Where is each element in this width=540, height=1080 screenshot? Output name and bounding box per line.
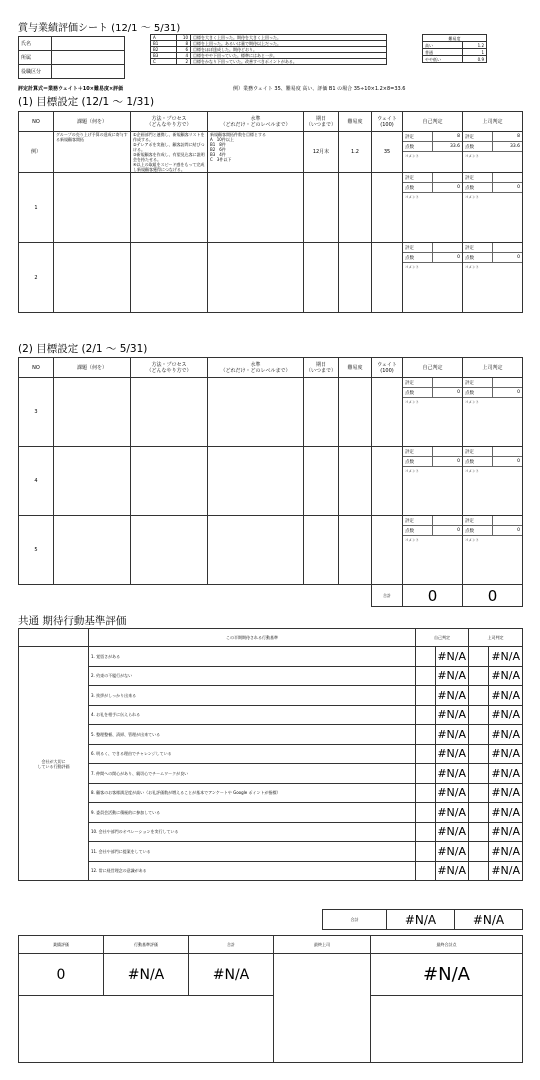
- department-field[interactable]: [52, 51, 125, 65]
- row-no: 5: [19, 516, 54, 585]
- boss-select[interactable]: [469, 666, 489, 686]
- boss-grade-value[interactable]: 8: [492, 132, 522, 142]
- boss-select[interactable]: [469, 705, 489, 725]
- difficulty-value: 1.2: [463, 42, 487, 49]
- col-standard: 水準 （どれだけ・どのレベルまで）: [208, 112, 304, 132]
- col-due: 期日 （いつまで）: [304, 112, 339, 132]
- row-no: 2: [19, 243, 54, 313]
- weight-input[interactable]: [372, 516, 403, 585]
- goal-row: [19, 447, 523, 516]
- summary-header: 業績評価: [19, 936, 104, 954]
- summary-final-total: #N/A: [371, 954, 523, 996]
- summary-comment-right[interactable]: [371, 996, 523, 1063]
- weight-input[interactable]: [372, 447, 403, 516]
- points-label: 点数: [403, 388, 432, 398]
- difficulty-label: 普通: [423, 49, 463, 56]
- boss-select[interactable]: [469, 647, 489, 667]
- boss-points-value: 0: [492, 253, 522, 263]
- self-eval-cell: [403, 447, 463, 516]
- sheet-title: 賞与業績評価シート (12/1 ～ 5/31): [18, 23, 181, 34]
- goal-row: [19, 173, 523, 243]
- self-points-value: 0: [432, 388, 462, 398]
- row-standard: 新規顧客開拓件数を目標とする A 10件以上 B1 8件 B2 6件 B3 4件 C 3件以下: [208, 132, 304, 173]
- comment-label: コメント: [465, 265, 479, 269]
- role-field[interactable]: [52, 65, 125, 79]
- section2-heading: (2) 目標設定 (2/1 ～ 5/31): [18, 343, 148, 355]
- legend-score: 10: [177, 35, 191, 41]
- difficulty-input[interactable]: [339, 378, 372, 447]
- self-score: #N/A: [436, 822, 469, 842]
- boss-select[interactable]: [469, 744, 489, 764]
- boss-score: #N/A: [489, 783, 523, 803]
- legend-score: 6: [177, 47, 191, 53]
- behavior-header-boss: 上司判定: [469, 629, 523, 647]
- row-no: 4: [19, 447, 54, 516]
- difficulty-input[interactable]: [339, 447, 372, 516]
- difficulty-input[interactable]: [339, 516, 372, 585]
- section1-heading: (1) 目標設定 (12/1 ～ 1/31): [18, 96, 155, 108]
- points-label: 点数: [403, 183, 432, 193]
- grade-label: 評定: [403, 132, 432, 142]
- legend-desc: 目標を上回った。あるいは量で期待以上だった。: [191, 41, 387, 47]
- goal-total-boss: 0: [463, 585, 523, 607]
- due-input[interactable]: [304, 378, 339, 447]
- boss-score: #N/A: [489, 803, 523, 823]
- self-select[interactable]: [416, 803, 436, 823]
- col-boss: 上司判定: [463, 358, 523, 378]
- self-grade-input[interactable]: [432, 516, 462, 526]
- col-weight: ウェイト (100): [372, 358, 403, 378]
- boss-grade-input[interactable]: [492, 378, 522, 388]
- points-label: 点数: [403, 142, 432, 152]
- boss-score: #N/A: [489, 822, 523, 842]
- col-boss: 上司判定: [463, 112, 523, 132]
- col-method: 方法・プロセス （どんなやり方で）: [131, 112, 208, 132]
- grade-label: 評定: [463, 378, 492, 388]
- behavior-item-label: 7. 仲間への関心があり、親切心でチームワークが良い: [89, 764, 416, 784]
- col-difficulty: 難易度: [339, 358, 372, 378]
- self-score: #N/A: [436, 842, 469, 862]
- boss-score: #N/A: [489, 861, 523, 881]
- legend-desc: 目標を大きく上回った。期待を大きく上回った。: [191, 35, 387, 41]
- legend-grade: C: [151, 59, 177, 65]
- self-points-value: 0: [432, 457, 462, 467]
- points-label: 点数: [463, 253, 492, 263]
- grade-label: 評定: [403, 173, 432, 183]
- self-grade-input[interactable]: [432, 243, 462, 253]
- behavior-item-label: 3. 挨拶がしっかり出来る: [89, 686, 416, 706]
- theme-input[interactable]: [54, 378, 131, 447]
- name-label: 氏名: [19, 37, 52, 51]
- standard-input[interactable]: [208, 173, 304, 243]
- self-grade-input[interactable]: [432, 173, 462, 183]
- grade-label: 評定: [463, 447, 492, 457]
- self-eval-cell: [403, 132, 463, 173]
- row-theme: グループの売り上げ予算の達成に寄与する新規顧客開拓: [54, 132, 131, 173]
- boss-eval-cell: [463, 447, 523, 516]
- legend-score: 8: [177, 41, 191, 47]
- boss-grade-input[interactable]: [492, 516, 522, 526]
- difficulty-header: 難易度: [423, 35, 487, 42]
- comment-label: コメント: [405, 538, 419, 542]
- grade-label: 評定: [403, 243, 432, 253]
- summary-header: 最終合計点: [371, 936, 523, 954]
- self-points-value: 0: [432, 526, 462, 536]
- behavior-item-label: 8. 顧客のお客様満足度が高い（お礼評価数が増えることが基本でアンケートや Google ポイントが指標）: [89, 783, 416, 803]
- theme-input[interactable]: [54, 243, 131, 313]
- behavior-item-label: 9. 委員会活動に積極的に参加している: [89, 803, 416, 823]
- name-field[interactable]: [52, 37, 125, 51]
- final-boss-field[interactable]: [274, 954, 371, 1063]
- difficulty-value: 1: [463, 49, 487, 56]
- self-eval-cell: [403, 173, 463, 243]
- goal-total-label: 合計: [372, 585, 403, 607]
- weight-input[interactable]: [372, 243, 403, 313]
- boss-grade-input[interactable]: [492, 447, 522, 457]
- grade-label: 評定: [403, 378, 432, 388]
- boss-select[interactable]: [469, 686, 489, 706]
- difficulty-label: 高い: [423, 42, 463, 49]
- boss-points-value: 0: [492, 388, 522, 398]
- points-label: 点数: [403, 253, 432, 263]
- method-input[interactable]: [131, 378, 208, 447]
- behavior-total-boss: #N/A: [455, 910, 523, 930]
- points-label: 点数: [403, 526, 432, 536]
- legend-desc: 目標をかなり下回っていた。改善すべきポイントがある。: [191, 59, 387, 65]
- self-select[interactable]: [416, 666, 436, 686]
- standard-input[interactable]: [208, 516, 304, 585]
- boss-select[interactable]: [469, 842, 489, 862]
- row-difficulty: 1.2: [339, 132, 372, 173]
- self-score: #N/A: [436, 861, 469, 881]
- goal-table-1: [18, 111, 523, 313]
- boss-score: #N/A: [489, 842, 523, 862]
- row-weight: 35: [372, 132, 403, 173]
- self-score: #N/A: [436, 803, 469, 823]
- behavior-table: [18, 628, 523, 881]
- boss-select[interactable]: [469, 803, 489, 823]
- boss-select[interactable]: [469, 861, 489, 881]
- self-score: #N/A: [436, 725, 469, 745]
- summary-behavior: #N/A: [104, 954, 189, 996]
- boss-points-value: 0: [492, 183, 522, 193]
- behavior-header-items: この半期期待される行動基準: [89, 629, 416, 647]
- due-input[interactable]: [304, 516, 339, 585]
- goal-row: [19, 243, 523, 313]
- points-label: 点数: [463, 526, 492, 536]
- self-grade-input[interactable]: [432, 378, 462, 388]
- self-score: #N/A: [436, 705, 469, 725]
- behavior-item-label: 12. 常に経営理念の意識がある: [89, 861, 416, 881]
- col-weight: ウェイト (100): [372, 112, 403, 132]
- self-score: #N/A: [436, 647, 469, 667]
- legend-grade: B1: [151, 41, 177, 47]
- difficulty-table: [422, 34, 487, 63]
- col-method: 方法・プロセス （どんなやり方で）: [131, 358, 208, 378]
- row-method: ①企画部門と連携し、新規顧客リストを作成する。 ②テレアポを実施し、顧客訪問に結びつける。 ③新規顧客を作成し、有望見込客に説明会を持たせる。 ④以上の取組をスピード感をもって完成し新規顧客獲得につなげる。: [131, 132, 208, 173]
- boss-score: #N/A: [489, 764, 523, 784]
- self-select[interactable]: [416, 842, 436, 862]
- boss-select[interactable]: [469, 783, 489, 803]
- behavior-total: [322, 909, 523, 930]
- self-select[interactable]: [416, 725, 436, 745]
- difficulty-input[interactable]: [339, 243, 372, 313]
- grade-label: 評定: [463, 173, 492, 183]
- grade-label: 評定: [463, 516, 492, 526]
- col-no: NO: [19, 358, 54, 378]
- weight-input[interactable]: [372, 173, 403, 243]
- self-select[interactable]: [416, 861, 436, 881]
- col-no: NO: [19, 112, 54, 132]
- theme-input[interactable]: [54, 516, 131, 585]
- behavior-header-self: 自己判定: [416, 629, 469, 647]
- comment-label: コメント: [465, 469, 479, 473]
- grade-label: 評定: [403, 516, 432, 526]
- behavior-total-self: #N/A: [387, 910, 455, 930]
- comment-label: コメント: [465, 538, 479, 542]
- summary-performance: 0: [19, 954, 104, 996]
- comment-label: コメント: [405, 265, 419, 269]
- summary-table: [18, 935, 523, 1063]
- summary-total: #N/A: [189, 954, 274, 996]
- legend-grade: A: [151, 35, 177, 41]
- self-select[interactable]: [416, 705, 436, 725]
- behavior-item-label: 6. 明るく、できる理由でチャレンジしている: [89, 744, 416, 764]
- due-input[interactable]: [304, 243, 339, 313]
- theme-input[interactable]: [54, 447, 131, 516]
- goal-total-row: [19, 585, 523, 607]
- boss-eval-cell: [463, 173, 523, 243]
- goal-total-self: 0: [403, 585, 463, 607]
- grade-label: 評定: [463, 132, 492, 142]
- difficulty-input[interactable]: [339, 173, 372, 243]
- boss-grade-input[interactable]: [492, 243, 522, 253]
- boss-points-value: 0: [492, 457, 522, 467]
- points-label: 点数: [463, 142, 492, 152]
- goal-table-2: [18, 357, 523, 607]
- weight-input[interactable]: [372, 378, 403, 447]
- boss-select[interactable]: [469, 725, 489, 745]
- standard-input[interactable]: [208, 378, 304, 447]
- behavior-heading: 共通 期待行動基準評価: [18, 615, 127, 627]
- self-score: #N/A: [436, 686, 469, 706]
- method-input[interactable]: [131, 447, 208, 516]
- theme-input[interactable]: [54, 173, 131, 243]
- points-label: 点数: [463, 388, 492, 398]
- summary-header: 行動基準評価: [104, 936, 189, 954]
- behavior-item-label: 2. 約束の不履行がない: [89, 666, 416, 686]
- example-row: [19, 132, 523, 173]
- boss-score: #N/A: [489, 647, 523, 667]
- boss-score: #N/A: [489, 666, 523, 686]
- row-no: 1: [19, 173, 54, 243]
- formula-text: 評定計算式＝業務ウェイト＋10×難易度×評価: [18, 86, 124, 92]
- method-input[interactable]: [131, 173, 208, 243]
- due-input[interactable]: [304, 173, 339, 243]
- comment-label: コメント: [405, 195, 419, 199]
- boss-eval-cell: [463, 378, 523, 447]
- method-input[interactable]: [131, 516, 208, 585]
- legend-grade: B2: [151, 47, 177, 53]
- self-eval-cell: [403, 516, 463, 585]
- boss-points-value: 0: [492, 526, 522, 536]
- self-select[interactable]: [416, 744, 436, 764]
- points-label: 点数: [403, 457, 432, 467]
- col-self: 自己判定: [403, 112, 463, 132]
- comment-label: コメント: [405, 469, 419, 473]
- boss-points-value: 33.6: [492, 142, 522, 152]
- self-select[interactable]: [416, 647, 436, 667]
- self-select[interactable]: [416, 764, 436, 784]
- col-theme: 課題（何を）: [54, 358, 131, 378]
- behavior-total-label: 合計: [323, 910, 387, 930]
- self-eval-cell: [403, 378, 463, 447]
- behavior-item-label: 10. 会社や部門のオペレーションを実行している: [89, 822, 416, 842]
- col-standard: 水準 （どれだけ・どのレベルまで）: [208, 358, 304, 378]
- self-score: #N/A: [436, 783, 469, 803]
- self-eval-cell: [403, 243, 463, 313]
- grade-label: 評定: [403, 447, 432, 457]
- row-no: 例）: [19, 132, 54, 173]
- boss-grade-input[interactable]: [492, 173, 522, 183]
- boss-select[interactable]: [469, 764, 489, 784]
- role-label: 役職区分: [19, 65, 52, 79]
- legend-score: 2: [177, 59, 191, 65]
- self-select[interactable]: [416, 822, 436, 842]
- rating-legend-table: [150, 34, 387, 65]
- behavior-item-label: 4. お礼を相手に伝えられる: [89, 705, 416, 725]
- self-score: #N/A: [436, 666, 469, 686]
- boss-score: #N/A: [489, 705, 523, 725]
- self-points-value: 33.6: [432, 142, 462, 152]
- behavior-category: 会社が大切に している行動評価: [19, 647, 89, 881]
- employee-info-table: [18, 36, 125, 79]
- comment-label: コメント: [405, 400, 419, 404]
- comment-label: コメント: [465, 195, 479, 199]
- formula-example: 例）業務ウェイト 35、難易度 高い、評価 B1 の場合 35÷10×1.2×8=33.6: [233, 86, 406, 92]
- col-due: 期日 （いつまで）: [304, 358, 339, 378]
- self-select[interactable]: [416, 686, 436, 706]
- summary-header: 合計: [189, 936, 274, 954]
- self-grade-input[interactable]: [432, 447, 462, 457]
- boss-score: #N/A: [489, 725, 523, 745]
- self-points-value: 0: [432, 253, 462, 263]
- summary-header: 最終上司: [274, 936, 371, 954]
- self-grade-value[interactable]: 8: [432, 132, 462, 142]
- boss-eval-cell: [463, 132, 523, 173]
- due-input[interactable]: [304, 447, 339, 516]
- comment-label: コメント: [465, 400, 479, 404]
- goal-row: [19, 516, 523, 585]
- comment-label: コメント: [405, 154, 419, 158]
- self-score: #N/A: [436, 764, 469, 784]
- goal-row: [19, 378, 523, 447]
- row-due: 12月末: [304, 132, 339, 173]
- behavior-item-label: 5. 整理整頓、清掃、管理が出来ている: [89, 725, 416, 745]
- self-select[interactable]: [416, 783, 436, 803]
- points-label: 点数: [463, 457, 492, 467]
- boss-eval-cell: [463, 516, 523, 585]
- col-theme: 課題（何を）: [54, 112, 131, 132]
- boss-select[interactable]: [469, 822, 489, 842]
- col-self: 自己判定: [403, 358, 463, 378]
- col-difficulty: 難易度: [339, 112, 372, 132]
- comment-label: コメント: [465, 154, 479, 158]
- boss-score: #N/A: [489, 744, 523, 764]
- self-points-value: 0: [432, 183, 462, 193]
- boss-eval-cell: [463, 243, 523, 313]
- boss-score: #N/A: [489, 686, 523, 706]
- department-label: 所属: [19, 51, 52, 65]
- method-input[interactable]: [131, 243, 208, 313]
- standard-input[interactable]: [208, 447, 304, 516]
- legend-desc: 目標をやや下回っていた。標準にはあと一歩。: [191, 53, 387, 59]
- points-label: 点数: [463, 183, 492, 193]
- behavior-item-label: 11. 会社や部門に提案をしている: [89, 842, 416, 862]
- legend-desc: 目標をほぼ達成した。期待どおり。: [191, 47, 387, 53]
- difficulty-label: やや低い: [423, 56, 463, 63]
- self-score: #N/A: [436, 744, 469, 764]
- summary-comment-left[interactable]: [19, 996, 274, 1063]
- standard-input[interactable]: [208, 243, 304, 313]
- legend-score: 4: [177, 53, 191, 59]
- legend-grade: B3: [151, 53, 177, 59]
- behavior-item-label: 1. 覚悟さがある: [89, 647, 416, 667]
- difficulty-value: 0.9: [463, 56, 487, 63]
- row-no: 3: [19, 378, 54, 447]
- grade-label: 評定: [463, 243, 492, 253]
